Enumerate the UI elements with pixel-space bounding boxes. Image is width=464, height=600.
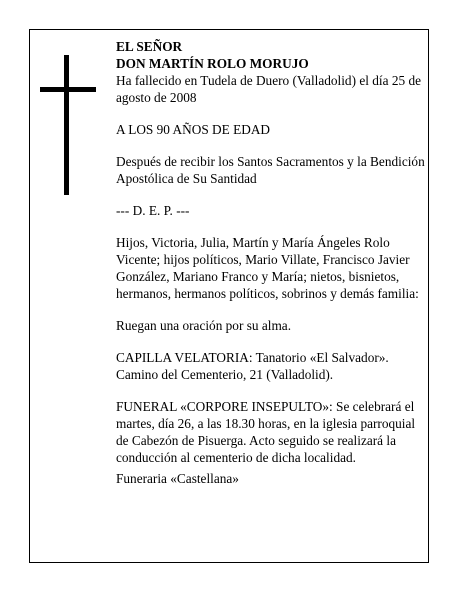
obituary-text — [116, 38, 426, 487]
funeral-home: Funeraria «Castellana» — [116, 471, 239, 486]
title-line-1: EL SEÑOR — [116, 39, 183, 54]
cross-vertical-bar — [64, 55, 69, 195]
death-notice: Ha fallecido en Tudela de Duero (Valladolid) el día 25 de agosto de 2008 — [116, 73, 421, 105]
rip-line: --- D. E. P. --- — [116, 203, 190, 218]
funeral-info: FUNERAL «CORPORE INSEPULTO»: Se celebrará el martes, día 26, a las 18.30 horas, en la iglesia parroquial de Cabezón de Pisuerga. Acto seguido se realizará la conducción al cementerio de dicha localidad. — [116, 399, 416, 465]
chapel-info: CAPILLA VELATORIA: Tanatorio «El Salvador». Camino del Cementerio, 21 (Valladolid). — [116, 350, 389, 382]
prayer-request: Ruegan una oración por su alma. — [116, 318, 292, 333]
age-line: A LOS 90 AÑOS DE EDAD — [116, 122, 271, 137]
sacraments-line: Después de recibir los Santos Sacramentos y la Bendición Apostólica de Su Santidad — [116, 154, 425, 186]
deceased-name: DON MARTÍN ROLO MORUJO — [116, 56, 309, 71]
cross-horizontal-bar — [40, 87, 96, 92]
family-list: Hijos, Victoria, Julia, Martín y María Ángeles Rolo Vicente; hijos políticos, Mario Villate, Francisco Javier González, Mariano Franco y María; nietos, bisnietos, hermanos, hermanos políticos, sobrinos y demás familia: — [116, 235, 419, 301]
